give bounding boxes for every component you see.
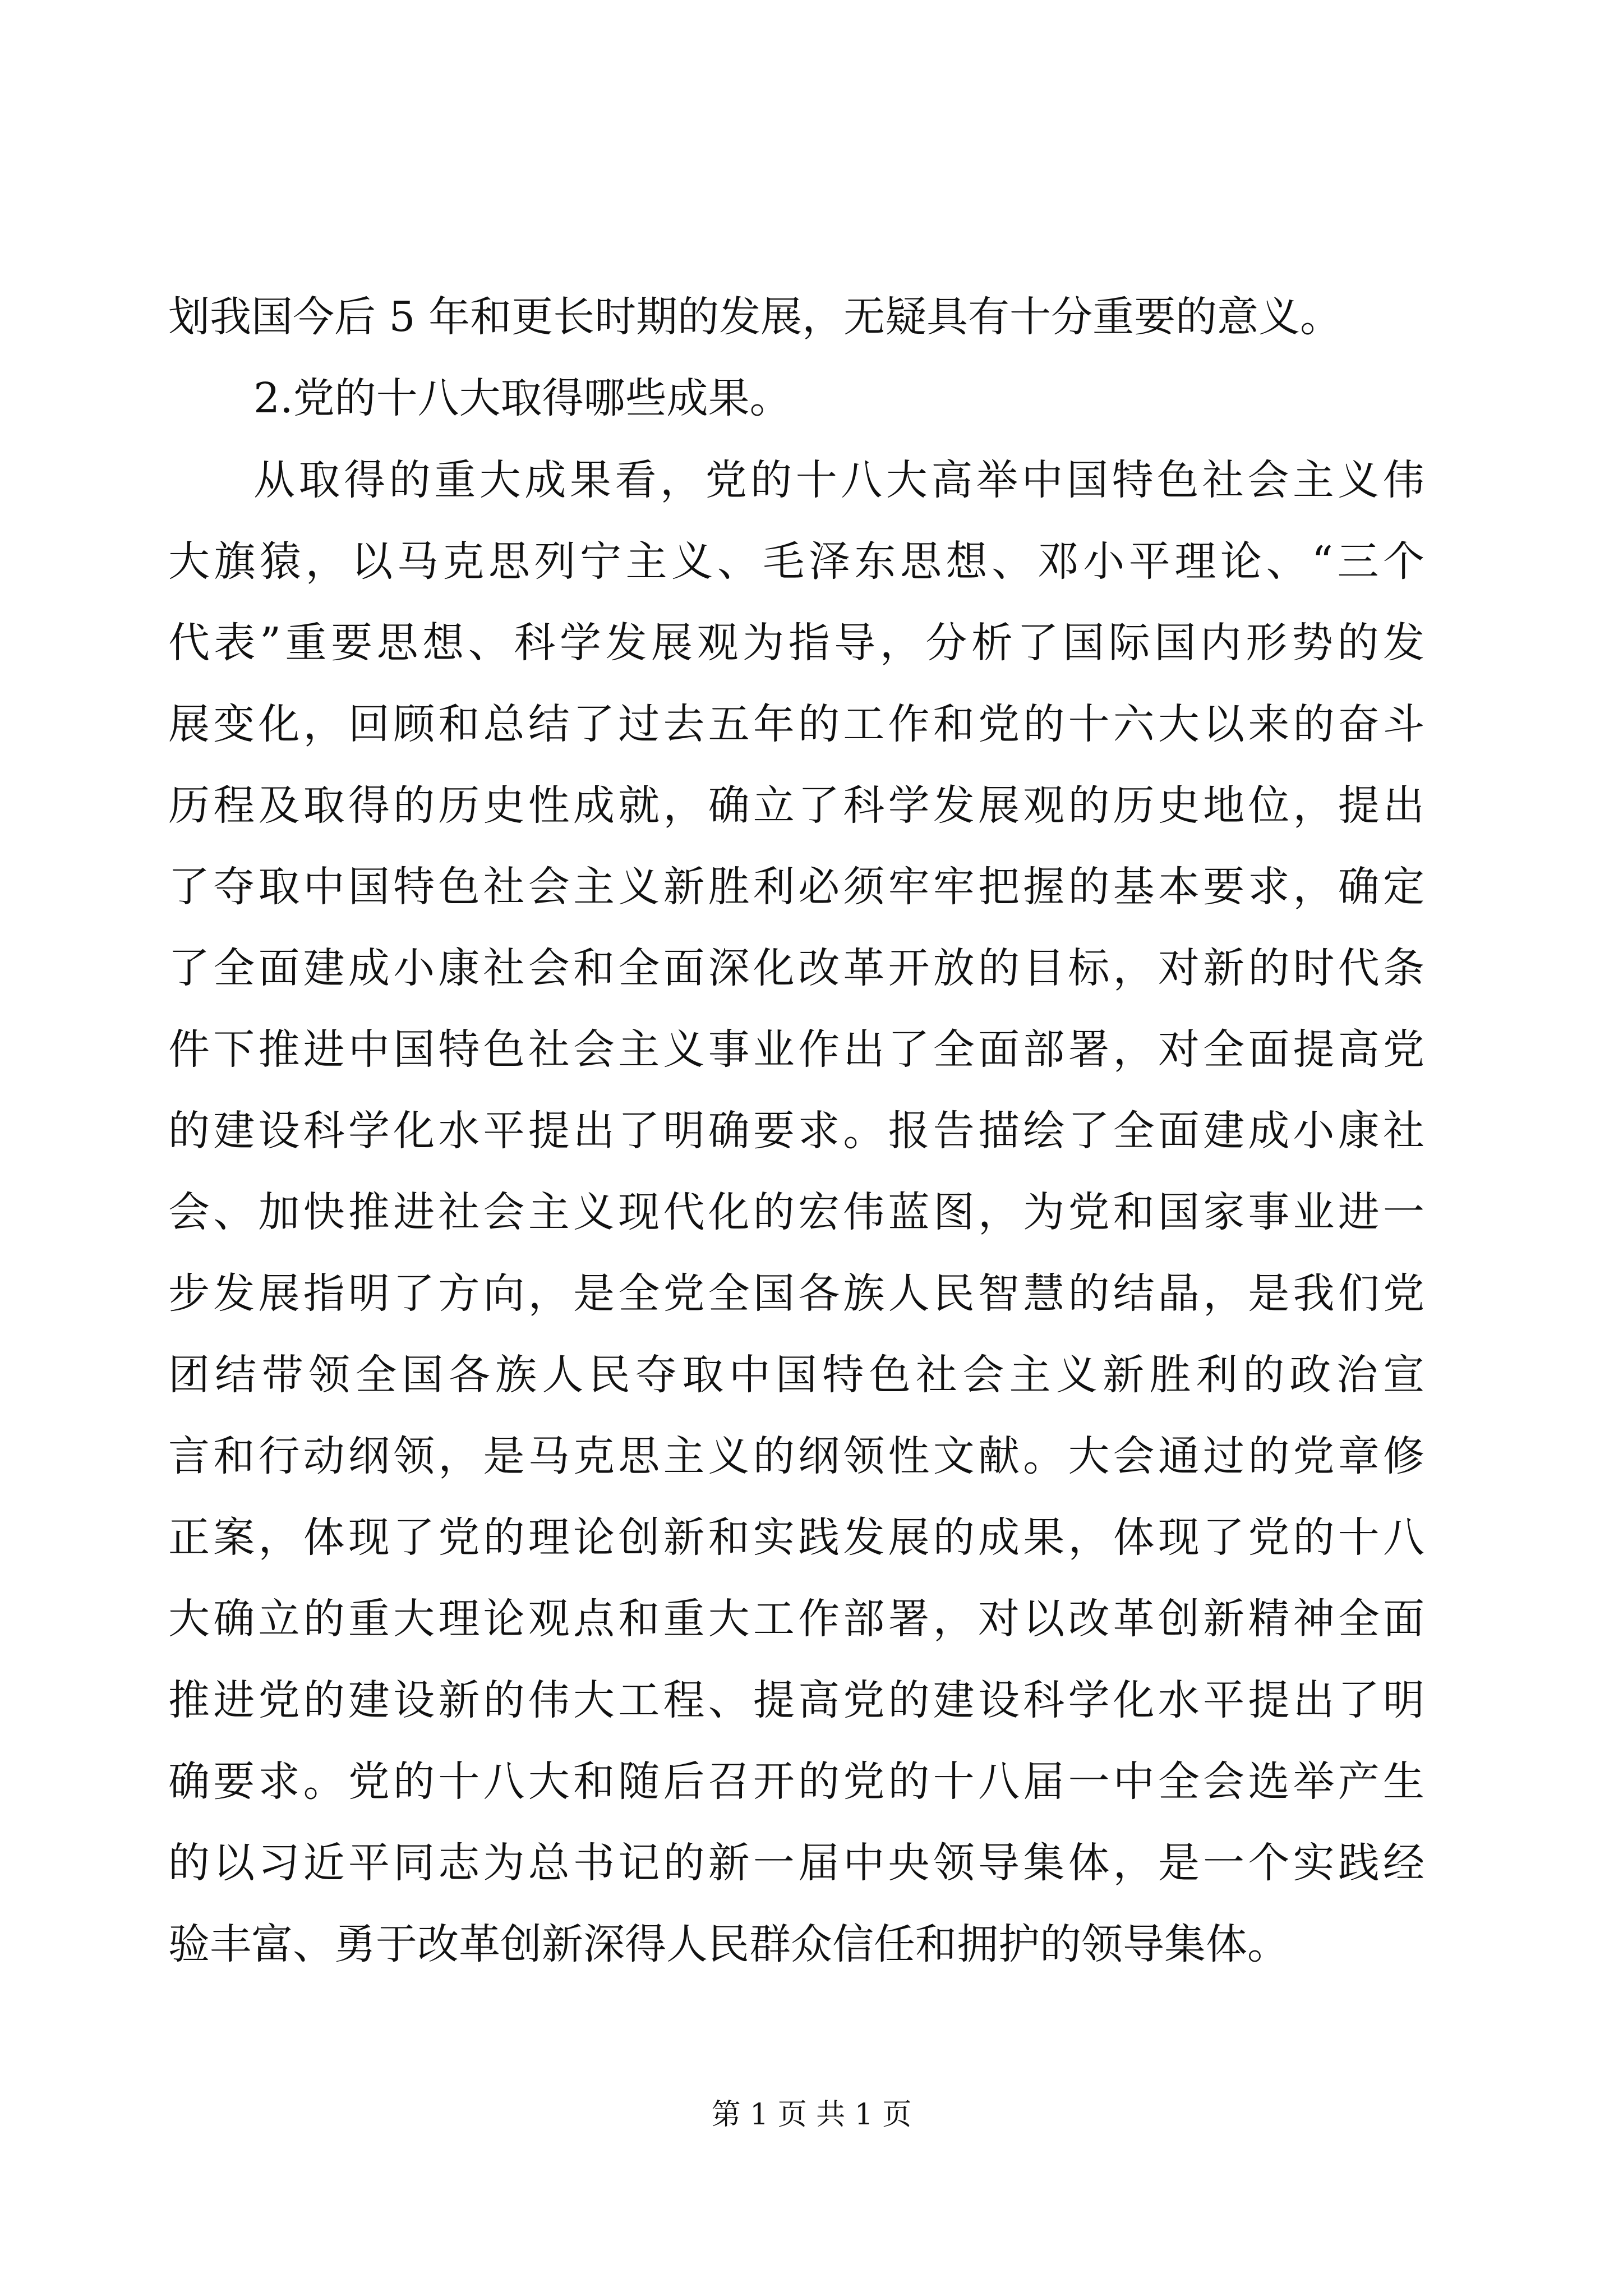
text-line-6: 展变化，回顾和总结了过去五年的工作和党的十六大以来的奋斗 (168, 700, 1424, 748)
text-line-11: 的建设科学化水平提出了明确要求。报告描绘了全面建成小康社 (168, 1107, 1424, 1155)
text-line-9: 了全面建成小康社会和全面深化改革开放的目标，对新的时代条 (168, 944, 1424, 992)
section-heading: 2.党的十八大取得哪些成果。 (253, 374, 791, 422)
text-line-1: 划我国今后 5 年和更长时期的发展，无疑具有十分重要的意义。 (168, 293, 1342, 341)
text-line-10: 件下推进中国特色社会主义事业作出了全面部署，对全面提高党 (168, 1025, 1424, 1074)
text-line-15: 言和行动纲领，是马克思主义的纲领性文献。大会通过的党章修 (168, 1432, 1424, 1480)
text-line-17: 大确立的重大理论观点和重大工作部署，对以改革创新精神全面 (168, 1595, 1424, 1643)
text-line-4: 大旗猿，以马克思列宁主义、毛泽东思想、邓小平理论、“三个 (168, 537, 1424, 586)
text-line-5: 代表”重要思想、科学发展观为指导，分析了国际国内形势的发 (168, 619, 1424, 667)
text-line-20: 的以习近平同志为总书记的新一届中央领导集体，是一个实践经 (168, 1839, 1424, 1887)
text-line-19: 确要求。党的十八大和随后召开的党的十八届一中全会选举产生 (168, 1757, 1424, 1806)
text-line-18: 推进党的建设新的伟大工程、提高党的建设科学化水平提出了明 (168, 1676, 1424, 1724)
text-line-12: 会、加快推进社会主义现代化的宏伟蓝图，为党和国家事业进一 (168, 1188, 1424, 1236)
text-line-3: 从取得的重大成果看，党的十八大高举中国特色社会主义伟 (253, 456, 1424, 504)
text-line-14: 团结带领全国各族人民夺取中国特色社会主义新胜利的政治宣 (168, 1351, 1424, 1399)
page-footer: 第 1 页 共 1 页 (711, 2098, 912, 2132)
text-line-7: 历程及取得的历史性成就，确立了科学发展观的历史地位，提出 (168, 781, 1424, 830)
text-line-16: 正案，体现了党的理论创新和实践发展的成果，体现了党的十八 (168, 1513, 1424, 1562)
text-line-21: 验丰富、勇于改革创新深得人民群众信任和拥护的领导集体。 (168, 1920, 1289, 1968)
text-line-13: 步发展指明了方向，是全党全国各族人民智慧的结晶，是我们党 (168, 1269, 1424, 1318)
text-line-8: 了夺取中国特色社会主义新胜利必须牢牢把握的基本要求，确定 (168, 863, 1424, 911)
